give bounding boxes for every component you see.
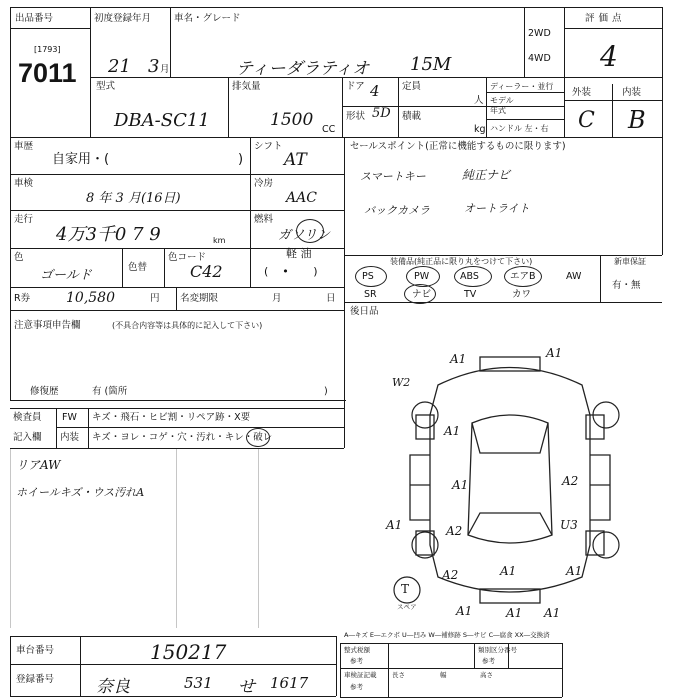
model-label: 車名・グレード bbox=[174, 13, 241, 24]
capacity-label: 定員 bbox=[402, 81, 422, 92]
equip-tv: TV bbox=[464, 289, 477, 300]
first-reg-year: 21 bbox=[108, 56, 131, 77]
color-change-label: 色替 bbox=[128, 262, 148, 273]
chassis-label: 車台番号 bbox=[16, 645, 55, 656]
lot-label: 出品番号 bbox=[15, 13, 54, 24]
yen-unit: 円 bbox=[150, 293, 160, 304]
interior-insp-label: 内装 bbox=[60, 432, 80, 443]
color-label: 色 bbox=[14, 252, 24, 263]
capacity-unit: 人 bbox=[474, 95, 484, 106]
inspection-label: 車検 bbox=[14, 178, 34, 189]
recycle-value: 10,580 bbox=[66, 290, 115, 306]
damage-legend: A―キズ E―エクボ U―凹み W―補修跡 S―サビ C―腐食 XX―交換済 bbox=[344, 631, 550, 639]
cert-label: 車検証記載 bbox=[344, 671, 377, 679]
damage-mark-15: A1 bbox=[544, 606, 561, 620]
model-value: ティーダラティオ bbox=[236, 59, 370, 79]
equip-ps: PS bbox=[362, 271, 374, 282]
color-value: ゴールド bbox=[40, 268, 92, 283]
length-label: 長さ bbox=[392, 671, 405, 679]
shift-value: AT bbox=[284, 150, 307, 170]
type-value: DBA-SC11 bbox=[114, 110, 210, 131]
sales-item-3: バックカメラ bbox=[364, 204, 430, 217]
damage-mark-10: A1 bbox=[500, 564, 517, 578]
displacement-value: 1500 bbox=[270, 110, 314, 130]
interior-label: 内装 bbox=[622, 87, 642, 98]
chassis-value: 150217 bbox=[150, 640, 227, 664]
km-unit: km bbox=[213, 236, 226, 245]
remark-1: リアAW bbox=[16, 458, 61, 472]
damage-mark-14: A1 bbox=[506, 606, 523, 620]
color-code-value: C42 bbox=[190, 262, 223, 281]
registration-kana: せ bbox=[238, 677, 255, 697]
car-diagram bbox=[380, 345, 640, 625]
model-year-label-2: 年式 bbox=[490, 106, 506, 115]
equip-airbag: エアB bbox=[510, 271, 536, 282]
damage-mark-11: A2 bbox=[442, 568, 459, 582]
shape-value: 5D bbox=[372, 106, 391, 121]
later-label: 後日品 bbox=[350, 306, 379, 317]
type-label: 型式 bbox=[96, 81, 116, 92]
shift-label: シフト bbox=[254, 141, 283, 152]
mileage-value: 4万3千0 7 9 bbox=[56, 224, 161, 245]
damage-mark-6: A2 bbox=[562, 474, 579, 488]
sales-item-1: スマートキー bbox=[360, 170, 426, 183]
recycle-label: R券 bbox=[14, 293, 31, 304]
tax-label: 整式税額 bbox=[344, 646, 370, 654]
damage-mark-5: A1 bbox=[452, 478, 469, 492]
ref-1: 参考 bbox=[350, 657, 363, 665]
fuel-value: ガソリン bbox=[278, 228, 331, 243]
fw-text: キズ・飛石・ヒビ割・リペア跡・X要 bbox=[92, 412, 251, 423]
fuel-circle bbox=[296, 219, 324, 243]
score-label: 評価点 bbox=[585, 13, 626, 24]
damage-mark-2: A1 bbox=[546, 346, 563, 360]
inspection-value: 8 年 3 月(16日) bbox=[86, 191, 181, 206]
damage-mark-1: A1 bbox=[450, 352, 467, 366]
width-label: 幅 bbox=[440, 671, 447, 679]
fw-label: FW bbox=[62, 412, 77, 423]
damage-mark-13: A1 bbox=[456, 604, 473, 618]
fuel-light: 軽 油 bbox=[286, 247, 312, 260]
equip-navi: ナビ bbox=[412, 289, 432, 300]
damage-mark-8: A2 bbox=[446, 524, 463, 538]
color-code-label: 色コード bbox=[168, 252, 207, 263]
repair-close: ) bbox=[324, 386, 328, 397]
sales-item-2: 純正ナビ bbox=[462, 168, 511, 182]
equip-aw: AW bbox=[566, 271, 582, 282]
interior-value: B bbox=[628, 106, 646, 134]
score-value: 4 bbox=[600, 40, 618, 73]
equip-pw: PW bbox=[414, 271, 430, 282]
height-label: 高さ bbox=[480, 671, 493, 679]
grade-value: 15M bbox=[410, 54, 452, 75]
displacement-label: 排気量 bbox=[232, 81, 261, 92]
shape-label: 形状 bbox=[346, 111, 366, 122]
spare-label: スペア bbox=[397, 603, 417, 611]
lot-number: 7011 bbox=[18, 58, 77, 88]
doors-label: ドア bbox=[346, 81, 365, 92]
aircon-label: 冷房 bbox=[254, 178, 274, 189]
damage-mark-9: U3 bbox=[560, 518, 578, 532]
warranty-value: 有・無 bbox=[612, 280, 641, 291]
handle-label: ハンドル 左・右 bbox=[490, 124, 549, 133]
first-reg-label: 初度登録年月 bbox=[94, 13, 152, 24]
notes-label: 注意事項申告欄 bbox=[14, 320, 81, 331]
circle-airbag bbox=[504, 266, 542, 287]
drive-2wd: 2WD bbox=[528, 28, 551, 39]
month-label: 月 bbox=[272, 293, 282, 304]
model-year-label-1: モデル bbox=[490, 96, 514, 105]
dealer-label: ディーラー・並行 bbox=[490, 82, 554, 91]
registration-class: 531 bbox=[184, 674, 213, 692]
damage-mark-7: A1 bbox=[386, 518, 403, 532]
circle-stain bbox=[246, 428, 270, 447]
circle-abs bbox=[454, 266, 492, 287]
circle-ps bbox=[355, 266, 387, 287]
doors-value: 4 bbox=[370, 82, 380, 100]
equipment-title: 装備品(純正品に限り丸をつけて下さい) bbox=[390, 257, 533, 266]
interior-insp-text: キズ・ヨレ・コゲ・穴・汚れ・キレ・破レ bbox=[92, 432, 273, 443]
fuel-paren: ( • ) bbox=[264, 265, 318, 278]
equip-abs: ABS bbox=[460, 271, 479, 282]
day-label: 日 bbox=[326, 293, 336, 304]
history-close: ) bbox=[238, 152, 244, 167]
load-unit: kg bbox=[474, 124, 486, 135]
circle-navi bbox=[404, 284, 436, 304]
history-label: 車歴 bbox=[14, 141, 34, 152]
aircon-value: AAC bbox=[286, 190, 317, 206]
load-label: 積載 bbox=[402, 111, 422, 122]
name-change-label: 名変期限 bbox=[180, 293, 219, 304]
registration-region: 奈良 bbox=[96, 677, 130, 697]
ref-3: 参考 bbox=[350, 683, 363, 691]
equip-sr: SR bbox=[364, 289, 377, 300]
new-car-label: 新車保証 bbox=[614, 257, 646, 266]
cc-unit: CC bbox=[322, 124, 336, 135]
drive-4wd: 4WD bbox=[528, 53, 551, 64]
ref-2: 参考 bbox=[482, 657, 495, 665]
damage-mark-3: W2 bbox=[392, 376, 411, 389]
sales-item-4: オートライト bbox=[464, 202, 530, 215]
equip-leather: カワ bbox=[512, 289, 532, 300]
inspector-label-2: 記入欄 bbox=[13, 432, 42, 443]
repair-label: 修復歴 bbox=[30, 386, 59, 397]
exterior-value: C bbox=[578, 108, 595, 133]
damage-mark-4: A1 bbox=[444, 424, 461, 438]
first-reg-month: 3 bbox=[148, 56, 160, 77]
tire-mark: T bbox=[401, 582, 410, 596]
sales-title: セールスポイント(正常に機能するものに限ります) bbox=[350, 141, 566, 152]
exterior-label: 外装 bbox=[572, 87, 592, 98]
lot-sub: [1793] bbox=[34, 45, 61, 54]
history-value: 自家用・( bbox=[52, 152, 110, 167]
repair-value: 有 (箇所 bbox=[92, 386, 128, 397]
registration-number: 1617 bbox=[270, 674, 309, 692]
month-unit: 月 bbox=[160, 64, 170, 75]
fuel-label: 燃料 bbox=[254, 214, 274, 225]
vehicle-class-label: 類別区分番号 bbox=[478, 646, 517, 654]
inspector-label-1: 検査員 bbox=[13, 412, 42, 423]
mileage-label: 走行 bbox=[14, 214, 34, 225]
registration-label: 登録番号 bbox=[16, 674, 55, 685]
damage-mark-12: A1 bbox=[566, 564, 583, 578]
notes-sub: (不具合内容等は具体的に記入して下さい) bbox=[112, 321, 263, 330]
remark-2: ホイールキズ・ウス汚れA bbox=[16, 486, 145, 499]
